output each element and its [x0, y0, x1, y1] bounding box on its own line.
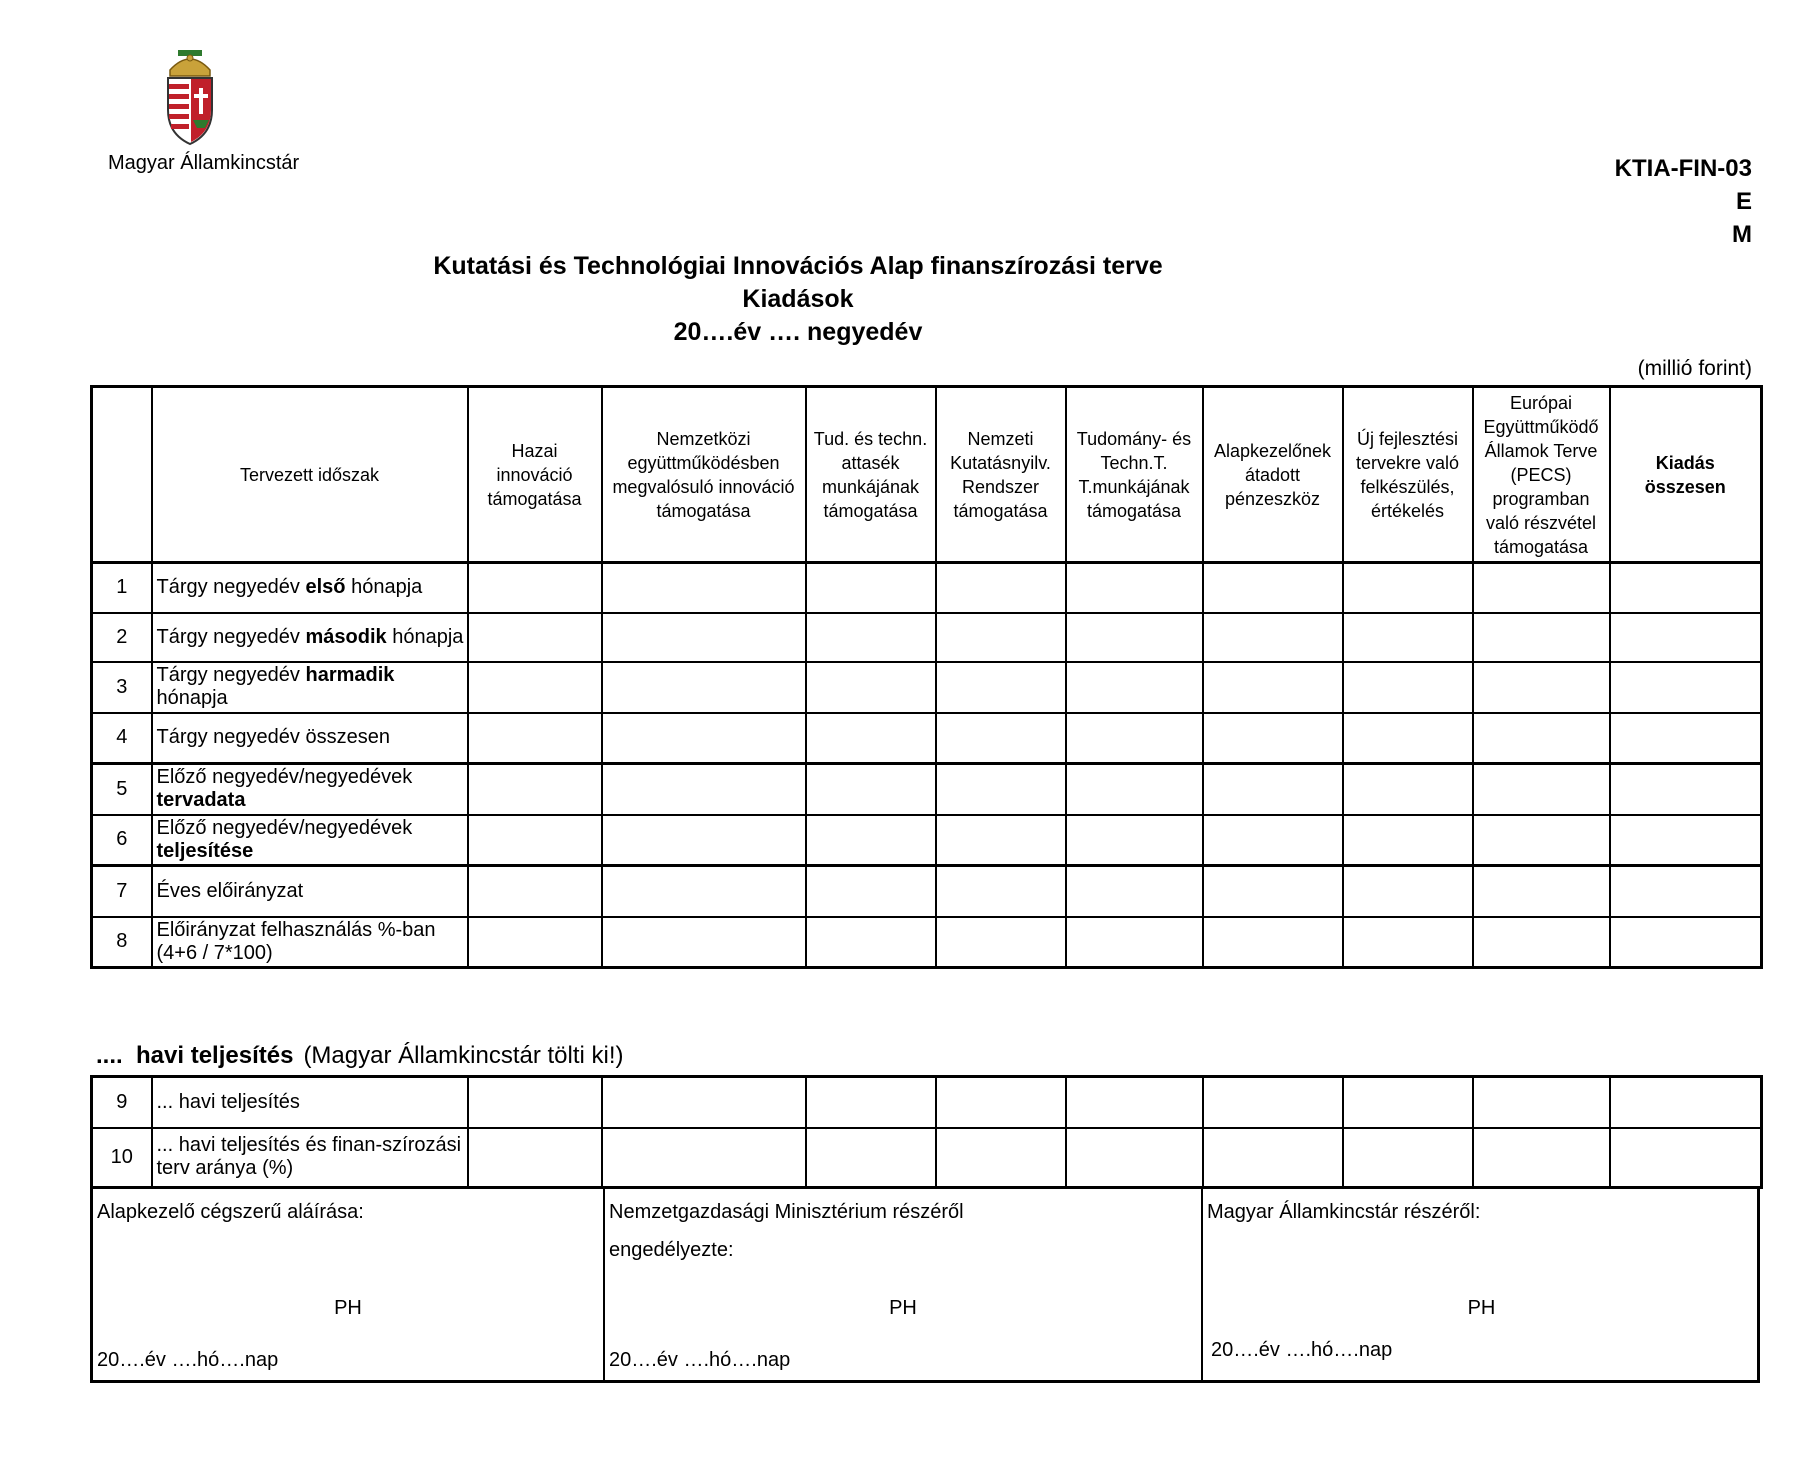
row-description — [152, 613, 468, 662]
value-cell[interactable] — [468, 1128, 602, 1188]
value-cell[interactable] — [1203, 764, 1343, 815]
row-description-text: Tárgy negyedév — [156, 625, 306, 648]
value-cell[interactable] — [936, 1128, 1066, 1188]
unit-note: (millió forint) — [1637, 357, 1752, 380]
value-cell[interactable] — [1066, 1128, 1203, 1188]
date-placeholder: 20….év ….hó….nap — [97, 1349, 279, 1371]
column-header-line: támogatása — [953, 500, 1048, 521]
value-cell[interactable] — [602, 1128, 806, 1188]
value-cell[interactable] — [1203, 662, 1343, 713]
value-cell[interactable] — [1343, 917, 1473, 968]
row-description — [152, 866, 468, 917]
column-header — [1203, 387, 1343, 563]
value-cell[interactable] — [1343, 613, 1473, 662]
signature-label: Nemzetgazdasági Minisztérium részéről — [609, 1201, 964, 1223]
column-header-line: Európai — [1509, 392, 1573, 413]
table-header-row — [92, 387, 1762, 563]
monthly-performance-table — [90, 1075, 1763, 1189]
column-header-line: Alapkezelőnek — [1213, 440, 1332, 461]
row-number: 2 — [92, 613, 152, 662]
value-cell[interactable] — [1610, 866, 1762, 917]
column-header — [1473, 387, 1610, 563]
value-cell[interactable] — [1203, 1128, 1343, 1188]
table-row — [92, 917, 1762, 968]
signature-ministry — [603, 1187, 1201, 1380]
row-number: 10 — [92, 1128, 152, 1188]
row-description-text: ... havi teljesítés — [156, 1090, 300, 1113]
row-description-text: második — [305, 625, 387, 648]
value-cell[interactable] — [1343, 866, 1473, 917]
monthly-section-title — [96, 1042, 624, 1070]
value-cell[interactable] — [1066, 662, 1203, 713]
value-cell[interactable] — [1203, 713, 1343, 764]
column-header-line: együttműködésben — [627, 452, 780, 473]
row-description-text: hónapja — [156, 687, 228, 709]
stamp-placeholder: PH — [889, 1297, 917, 1319]
row-description-text: Tárgy negyedév — [156, 576, 306, 599]
value-cell[interactable] — [1473, 1077, 1610, 1128]
value-cell[interactable] — [1610, 713, 1762, 764]
value-cell[interactable] — [602, 866, 806, 917]
monthly-title-dots: .... — [96, 1042, 123, 1069]
value-cell[interactable] — [1610, 1128, 1762, 1188]
row-description — [152, 563, 468, 613]
column-header — [602, 387, 806, 563]
column-header-line: értékelés — [1370, 500, 1445, 521]
table-row — [92, 1077, 1762, 1128]
value-cell[interactable] — [936, 764, 1066, 815]
signature-label-approved: engedélyezte: — [609, 1239, 734, 1261]
value-cell[interactable] — [1066, 613, 1203, 662]
row-description — [152, 815, 468, 866]
row-description — [152, 764, 468, 815]
value-cell[interactable] — [1610, 1077, 1762, 1128]
row-description-text: Tárgy negyedév összesen — [156, 726, 390, 749]
column-header-line: Tud. és techn. — [813, 428, 928, 449]
column-header-line: Kiadás — [1655, 452, 1715, 473]
column-header-line: attasék — [841, 452, 900, 473]
signature-treasury — [1201, 1187, 1760, 1380]
column-header-line: Államok Terve — [1484, 440, 1598, 461]
value-cell[interactable] — [1473, 866, 1610, 917]
column-header-line: Együttműködő — [1483, 416, 1599, 437]
value-cell[interactable] — [806, 1128, 936, 1188]
table-row — [92, 613, 1762, 662]
value-cell[interactable] — [806, 866, 936, 917]
value-cell[interactable] — [468, 662, 602, 713]
value-cell[interactable] — [468, 866, 602, 917]
value-cell[interactable] — [468, 713, 602, 764]
value-cell[interactable] — [1343, 713, 1473, 764]
value-cell[interactable] — [1610, 764, 1762, 815]
row-description-text: Előző negyedév/negyedévek — [156, 816, 413, 839]
stamp-placeholder: PH — [1467, 1297, 1496, 1319]
column-header — [1610, 387, 1762, 563]
column-header-line: programban — [1492, 488, 1590, 509]
column-header-line: Nemzeti — [967, 428, 1034, 449]
date-placeholder: 20….év ….hó….nap — [609, 1349, 791, 1371]
value-cell[interactable] — [1473, 1128, 1610, 1188]
financing-plan-table — [90, 385, 1763, 969]
value-cell[interactable] — [806, 613, 936, 662]
row-description-text: tervadata — [156, 789, 246, 812]
value-cell[interactable] — [1066, 1077, 1203, 1128]
row-description — [152, 917, 468, 968]
value-cell[interactable] — [936, 815, 1066, 866]
column-header-line: átadott — [1244, 464, 1301, 485]
form-code-line: KTIA-FIN-03 — [1614, 155, 1752, 182]
form-code-line: E — [1735, 188, 1752, 215]
form-code — [1615, 152, 1752, 251]
value-cell[interactable] — [1473, 917, 1610, 968]
value-cell[interactable] — [936, 713, 1066, 764]
column-header-line: Hazai — [511, 440, 558, 461]
row-description-text: Éves előirányzat — [156, 879, 304, 902]
column-header-line: Kutatásnyilv. — [950, 452, 1051, 473]
value-cell[interactable] — [1343, 662, 1473, 713]
column-header-line: támogatása — [1086, 500, 1182, 521]
value-cell[interactable] — [1610, 917, 1762, 968]
column-header-line: innováció — [496, 464, 573, 485]
value-cell[interactable] — [1203, 563, 1343, 613]
row-description-text: hónapja — [345, 576, 423, 599]
value-cell[interactable] — [1473, 662, 1610, 713]
value-cell[interactable] — [602, 613, 806, 662]
row-description-text: ... havi teljesítés és finan-szírozási terv aránya (%) — [156, 1134, 462, 1180]
signature-label: Magyar Államkincstár részéről: — [1207, 1201, 1481, 1223]
value-cell[interactable] — [1343, 1128, 1473, 1188]
column-header-line: támogatása — [1493, 536, 1589, 557]
value-cell[interactable] — [806, 815, 936, 866]
value-cell[interactable] — [936, 613, 1066, 662]
column-header — [806, 387, 936, 563]
table-row — [92, 563, 1762, 613]
column-header-line: Új fejlesztési — [1356, 428, 1459, 449]
value-cell[interactable] — [806, 1077, 936, 1128]
row-description — [152, 713, 468, 764]
value-cell[interactable] — [806, 563, 936, 613]
row-number-header — [92, 387, 152, 563]
value-cell[interactable] — [936, 563, 1066, 613]
value-cell[interactable] — [1203, 917, 1343, 968]
coat-of-arms-logo — [160, 48, 220, 146]
value-cell[interactable] — [468, 764, 602, 815]
stamp-placeholder: PH — [334, 1297, 362, 1319]
value-cell[interactable] — [602, 1077, 806, 1128]
value-cell[interactable] — [602, 662, 806, 713]
row-description-text: Előző negyedév/negyedévek — [156, 766, 413, 789]
value-cell[interactable] — [1343, 815, 1473, 866]
value-cell[interactable] — [602, 563, 806, 613]
table-row — [92, 866, 1762, 917]
column-header-line: Techn.T. — [1100, 452, 1168, 473]
row-number: 4 — [92, 713, 152, 764]
row-description — [152, 662, 468, 713]
column-header-line: támogatása — [487, 488, 582, 509]
subtitle-line: Kiadások — [742, 285, 854, 313]
value-cell[interactable] — [936, 866, 1066, 917]
value-cell[interactable] — [1610, 563, 1762, 613]
column-header-line: munkájának — [821, 476, 920, 497]
row-description-text: harmadik — [305, 664, 395, 686]
row-description-text: teljesítése — [156, 839, 254, 862]
row-number: 1 — [92, 563, 152, 613]
value-cell[interactable] — [1610, 815, 1762, 866]
column-header-line: Tudomány- és — [1076, 428, 1192, 449]
value-cell[interactable] — [1066, 764, 1203, 815]
value-cell[interactable] — [468, 1077, 602, 1128]
value-cell[interactable] — [468, 613, 602, 662]
value-cell[interactable] — [936, 917, 1066, 968]
value-cell[interactable] — [468, 563, 602, 613]
value-cell[interactable] — [806, 764, 936, 815]
row-description — [152, 1128, 468, 1188]
row-number: 3 — [92, 662, 152, 713]
value-cell[interactable] — [1343, 764, 1473, 815]
document-title — [0, 250, 1796, 349]
row-number: 7 — [92, 866, 152, 917]
row-description — [152, 1077, 468, 1128]
signature-label: Alapkezelő cégszerű aláírása: — [97, 1201, 364, 1223]
period-header: Tervezett időszak — [152, 387, 468, 563]
value-cell[interactable] — [1473, 613, 1610, 662]
value-cell[interactable] — [1343, 1077, 1473, 1128]
table-row — [92, 764, 1762, 815]
value-cell[interactable] — [806, 713, 936, 764]
column-header-line: összesen — [1644, 476, 1726, 497]
column-header-line: T.munkájának — [1078, 476, 1190, 497]
row-number: 5 — [92, 764, 152, 815]
row-description-text: Előirányzat felhasználás %-ban (4+6 / 7*100) — [156, 918, 436, 964]
date-placeholder: 20….év ….hó….nap — [1211, 1339, 1393, 1361]
org-name: Magyar Államkincstár — [108, 152, 300, 174]
value-cell[interactable] — [1343, 563, 1473, 613]
value-cell[interactable] — [936, 662, 1066, 713]
column-header — [936, 387, 1066, 563]
table-row — [92, 1128, 1762, 1188]
value-cell[interactable] — [1066, 917, 1203, 968]
value-cell[interactable] — [1066, 815, 1203, 866]
column-header-line: megvalósuló innováció — [612, 476, 795, 497]
title-line: Kutatási és Technológiai Innovációs Alap finanszírozási terve — [433, 252, 1163, 280]
row-description-text: első — [305, 576, 346, 599]
value-cell[interactable] — [1203, 815, 1343, 866]
signature-section — [90, 1187, 1760, 1383]
column-header — [468, 387, 602, 563]
value-cell[interactable] — [1610, 613, 1762, 662]
value-cell[interactable] — [806, 917, 936, 968]
column-header — [1066, 387, 1203, 563]
value-cell[interactable] — [936, 1077, 1066, 1128]
value-cell[interactable] — [1203, 1077, 1343, 1128]
row-description-text: hónapja — [386, 625, 464, 648]
value-cell[interactable] — [1066, 563, 1203, 613]
value-cell[interactable] — [602, 815, 806, 866]
form-code-line: M — [1732, 221, 1752, 248]
column-header-line: Rendszer — [961, 476, 1040, 497]
value-cell[interactable] — [1066, 713, 1203, 764]
value-cell[interactable] — [1473, 764, 1610, 815]
column-header-line: (PECS) — [1510, 464, 1572, 485]
table-row — [92, 662, 1762, 713]
row-number: 8 — [92, 917, 152, 968]
value-cell[interactable] — [468, 917, 602, 968]
value-cell[interactable] — [602, 713, 806, 764]
column-header-line: való részvétel — [1485, 512, 1597, 533]
table-row — [92, 713, 1762, 764]
value-cell[interactable] — [1066, 866, 1203, 917]
value-cell[interactable] — [1473, 713, 1610, 764]
table-row — [92, 815, 1762, 866]
value-cell[interactable] — [806, 662, 936, 713]
period-line: 20….év …. negyedév — [673, 318, 923, 346]
value-cell[interactable] — [1473, 563, 1610, 613]
column-header-line: pénzeszköz — [1224, 488, 1321, 509]
signature-fund-manager — [93, 1187, 603, 1380]
monthly-title-note: (Magyar Államkincstár tölti ki!) — [303, 1042, 624, 1069]
row-number: 9 — [92, 1077, 152, 1128]
column-header-line: támogatása — [823, 500, 918, 521]
monthly-title-bold: havi teljesítés — [136, 1042, 294, 1069]
value-cell[interactable] — [1473, 815, 1610, 866]
column-header-line: felkészülés, — [1360, 476, 1455, 497]
value-cell[interactable] — [1203, 613, 1343, 662]
value-cell[interactable] — [468, 815, 602, 866]
value-cell[interactable] — [602, 917, 806, 968]
row-number: 6 — [92, 815, 152, 866]
value-cell[interactable] — [602, 764, 806, 815]
column-header-line: tervekre való — [1355, 452, 1460, 473]
value-cell[interactable] — [1203, 866, 1343, 917]
value-cell[interactable] — [1610, 662, 1762, 713]
row-description-text: Tárgy negyedév — [156, 664, 306, 686]
column-header-line: támogatása — [656, 500, 751, 521]
column-header-line: Nemzetközi — [656, 428, 751, 449]
column-header — [1343, 387, 1473, 563]
